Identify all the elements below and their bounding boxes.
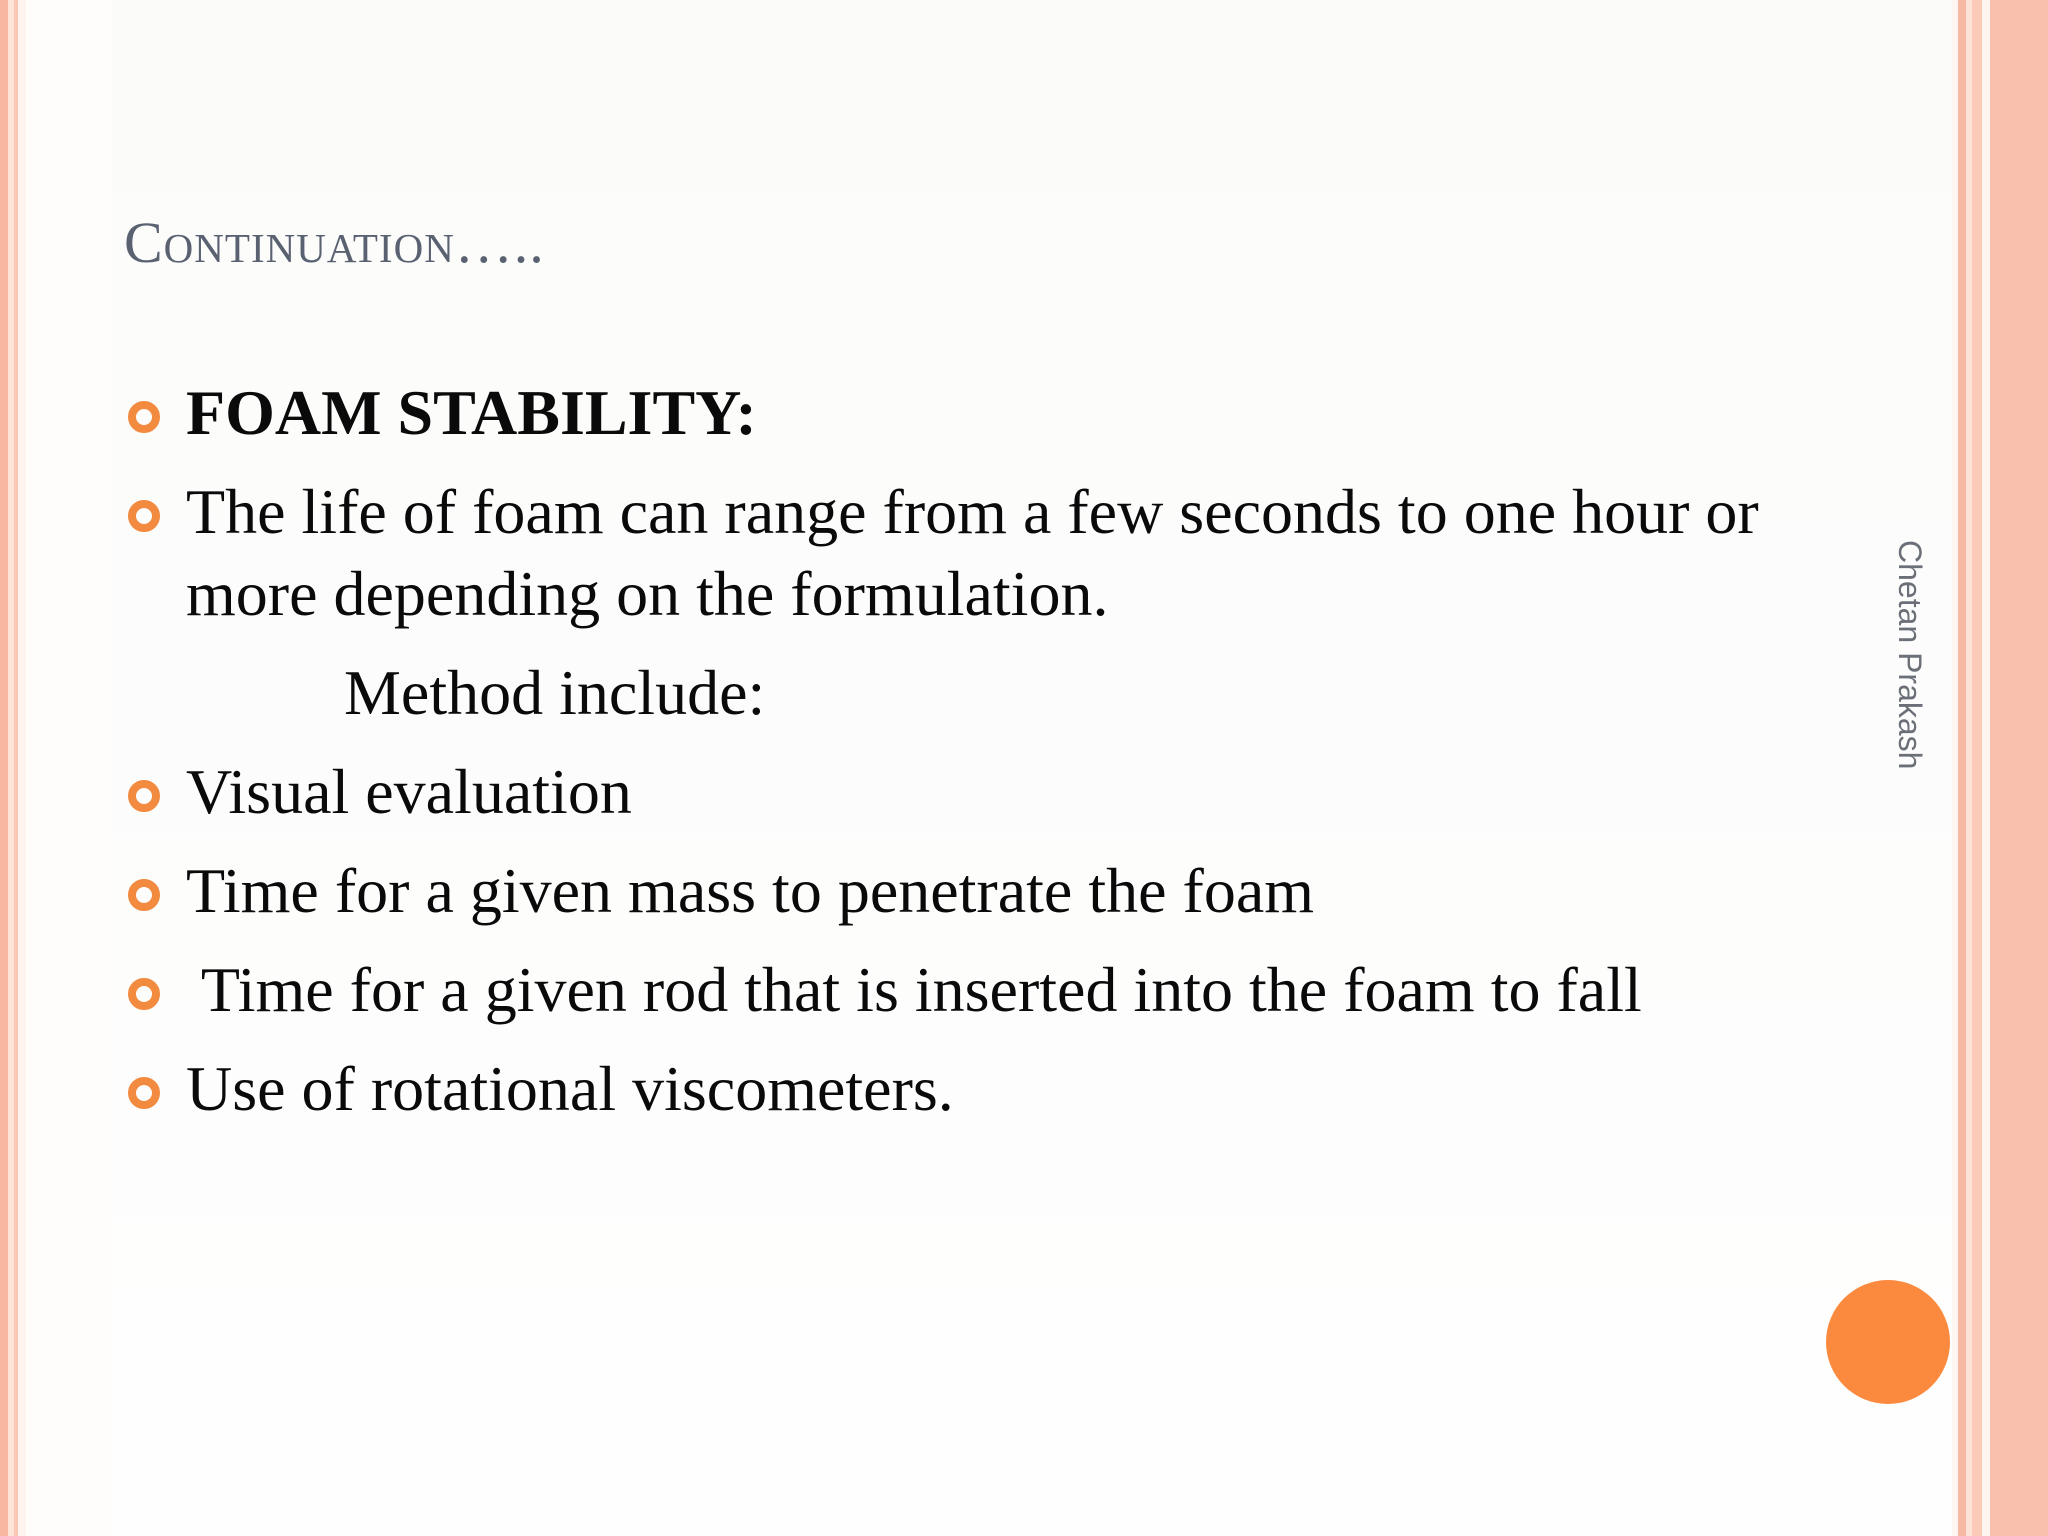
bullet-item-foam-stability — [124, 372, 1824, 454]
bullet-item-mass-penetrate — [124, 850, 1824, 932]
bullet-circle-icon — [128, 879, 160, 911]
orange-circle-decoration — [1826, 1280, 1950, 1404]
bullet-text: Method include: — [344, 657, 766, 728]
bullet-circle-icon — [128, 500, 160, 532]
bullet-item-foam-life — [124, 471, 1824, 635]
method-include-label — [124, 652, 1824, 734]
bullet-item-visual-evaluation — [124, 751, 1824, 833]
right-border-decoration — [1952, 0, 2048, 1536]
bullet-circle-icon — [128, 401, 160, 433]
bullet-text: Time for a given mass to penetrate the foam — [186, 855, 1314, 926]
bullet-item-rod-fall — [124, 949, 1824, 1031]
bullet-item-rotational-viscometers — [124, 1048, 1824, 1130]
slide-title: Continuation….. — [124, 210, 545, 275]
bullet-text: Time for a given rod that is inserted into the foam to fall — [186, 954, 1642, 1025]
bullet-text: Use of rotational viscometers. — [186, 1053, 954, 1124]
author-vertical-label: Chetan Prakash — [1892, 540, 1928, 770]
bullet-circle-icon — [128, 1077, 160, 1109]
bullet-text: FOAM STABILITY: — [186, 377, 757, 448]
bullet-text: The life of foam can range from a few seconds to one hour or more depending on the formulation. — [186, 476, 1759, 629]
bullet-list — [124, 372, 1824, 1147]
bullet-circle-icon — [128, 978, 160, 1010]
bullet-circle-icon — [128, 780, 160, 812]
bullet-text: Visual evaluation — [186, 756, 632, 827]
left-border-decoration — [0, 0, 26, 1536]
